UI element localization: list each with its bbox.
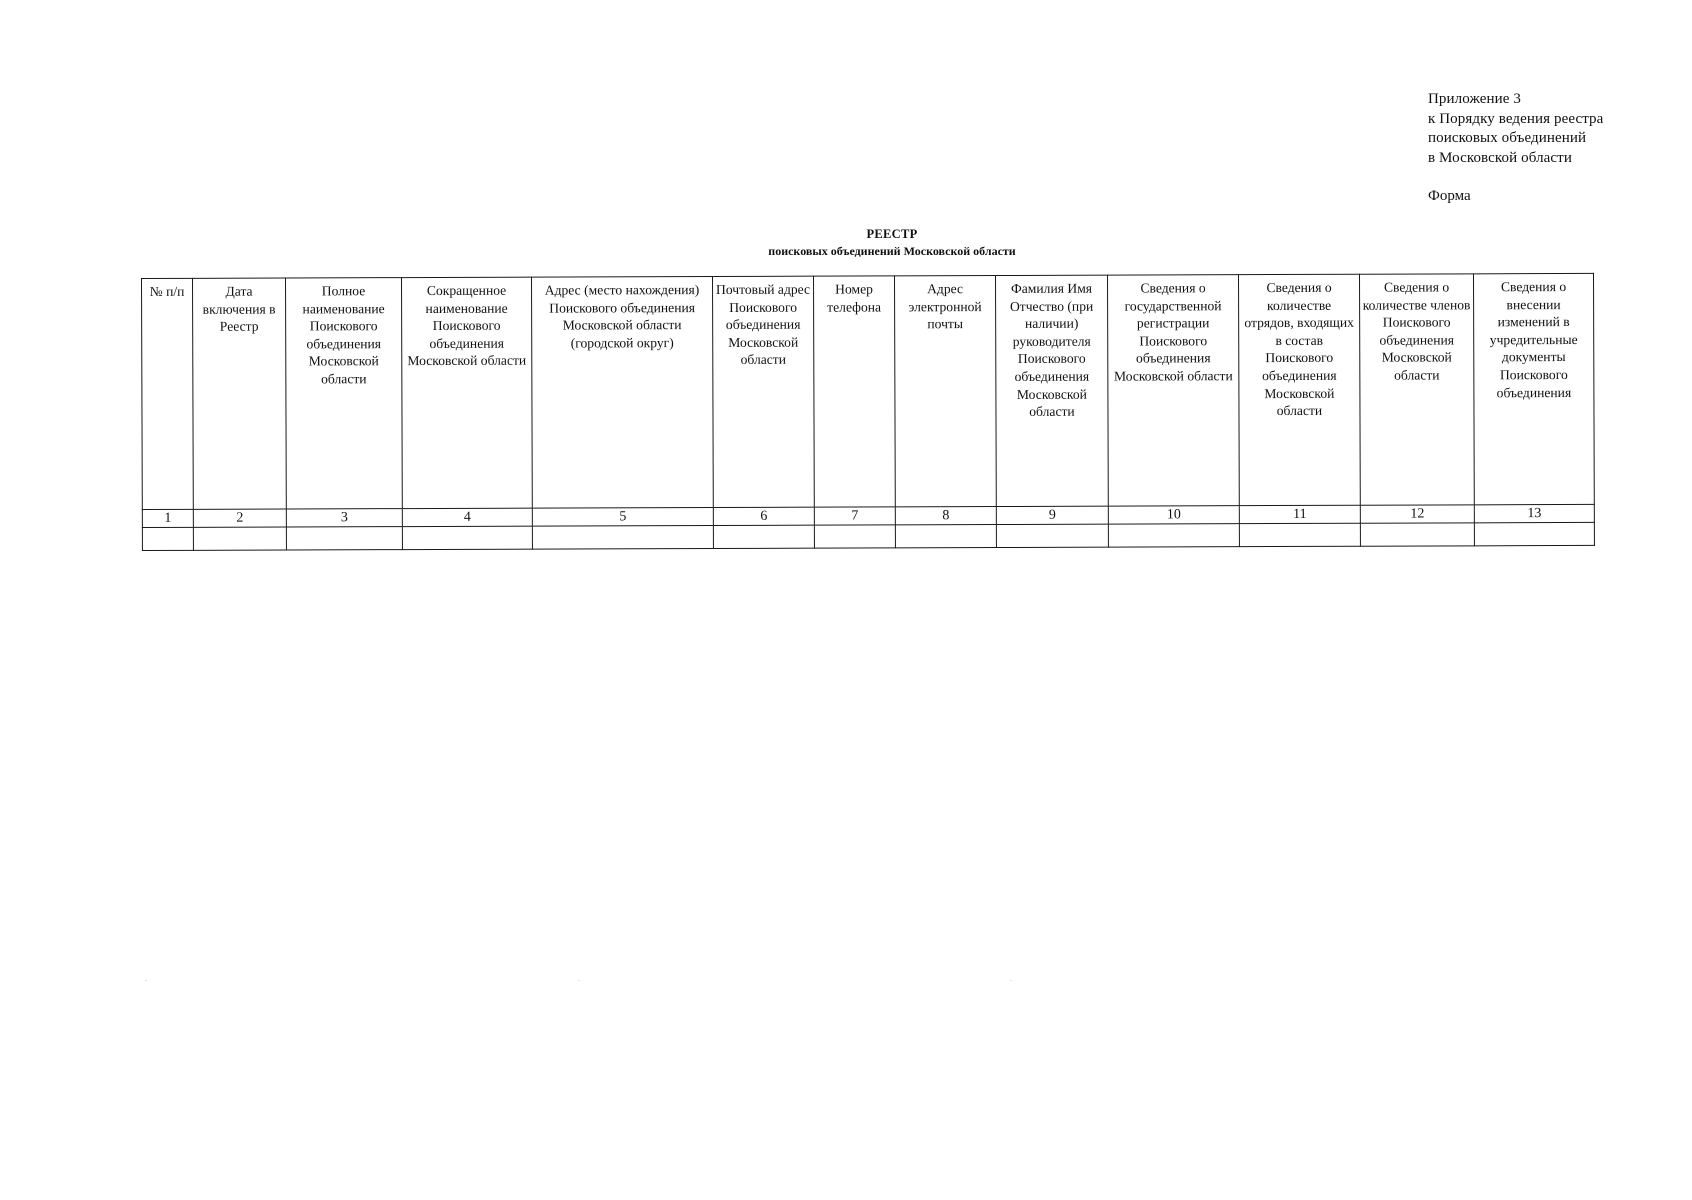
appendix-line: к Порядку ведения реестра bbox=[1428, 110, 1604, 127]
column-number: 11 bbox=[1239, 505, 1360, 523]
header-row bbox=[142, 273, 1595, 509]
empty-cell bbox=[142, 527, 193, 550]
appendix-line: в Московской области bbox=[1428, 149, 1572, 166]
header-cell-postal-address: Почтовый адрес Поискового объединения Московской области bbox=[712, 276, 814, 507]
empty-cell bbox=[895, 525, 996, 548]
empty-cell bbox=[996, 524, 1108, 547]
appendix-line: Приложение 3 bbox=[1428, 91, 1521, 107]
header-cell-head-name: Фамилия Имя Отчество (при наличии) руководителя Поискового объединения Московской области bbox=[995, 275, 1108, 506]
column-number: 12 bbox=[1360, 505, 1474, 523]
header-cell-short-name: Сокращенное наименование Поискового объединения Московской области bbox=[402, 277, 533, 508]
column-number: 5 bbox=[532, 508, 713, 527]
document-title: РЕЕСТР bbox=[866, 227, 918, 241]
empty-cell bbox=[402, 526, 532, 549]
header-cell-phone: Номер телефона bbox=[813, 276, 895, 507]
table-row bbox=[142, 522, 1594, 550]
scan-speck bbox=[578, 980, 580, 981]
form-label: Форма bbox=[1428, 188, 1471, 204]
header-cell-number: № п/п bbox=[142, 278, 194, 509]
header-cell-full-name: Полное наименование Поискового объединения Московской области bbox=[286, 278, 403, 509]
empty-cell bbox=[1108, 524, 1239, 547]
empty-cell bbox=[1360, 523, 1474, 546]
column-number: 8 bbox=[895, 507, 996, 525]
empty-cell bbox=[1239, 523, 1360, 546]
scan-speck bbox=[145, 980, 147, 981]
appendix-line: поисковых объединений bbox=[1428, 130, 1587, 146]
column-number: 7 bbox=[814, 507, 895, 525]
column-number: 10 bbox=[1108, 506, 1239, 524]
column-number: 1 bbox=[142, 509, 193, 527]
appendix-block bbox=[1428, 90, 1603, 168]
empty-cell bbox=[532, 526, 713, 550]
column-number: 13 bbox=[1474, 504, 1594, 522]
empty-cell bbox=[1474, 522, 1594, 545]
header-cell-state-registration: Сведения о государственной регистрации Поискового объединения Московской области bbox=[1107, 275, 1239, 506]
empty-cell bbox=[814, 525, 895, 548]
document-subtitle: поисковых объединений Московской области bbox=[768, 244, 1016, 258]
column-number: 2 bbox=[193, 509, 286, 527]
registry-table bbox=[141, 273, 1595, 551]
column-number: 9 bbox=[996, 506, 1108, 524]
empty-cell bbox=[713, 525, 814, 548]
empty-cell bbox=[193, 527, 286, 550]
header-cell-email: Адрес электронной почты bbox=[894, 276, 996, 507]
header-cell-location-address: Адрес (место нахождения) Поискового объединения Московской области (городской округ) bbox=[531, 277, 713, 509]
header-cell-members-count: Сведения о количестве членов Поискового объединения Московской области bbox=[1359, 274, 1474, 505]
column-number: 3 bbox=[286, 509, 402, 527]
empty-cell bbox=[286, 527, 402, 550]
column-number: 4 bbox=[402, 508, 532, 526]
column-number: 6 bbox=[713, 507, 814, 525]
header-cell-inclusion-date: Дата включения в Реестр bbox=[193, 278, 287, 509]
header-cell-units-count: Сведения о количестве отрядов, входящих в состав Поискового объединения Московской области bbox=[1238, 274, 1360, 505]
header-cell-charter-changes: Сведения о внесении изменений в учредительные документы Поискового объединения bbox=[1473, 273, 1594, 504]
scan-speck bbox=[1010, 980, 1012, 981]
